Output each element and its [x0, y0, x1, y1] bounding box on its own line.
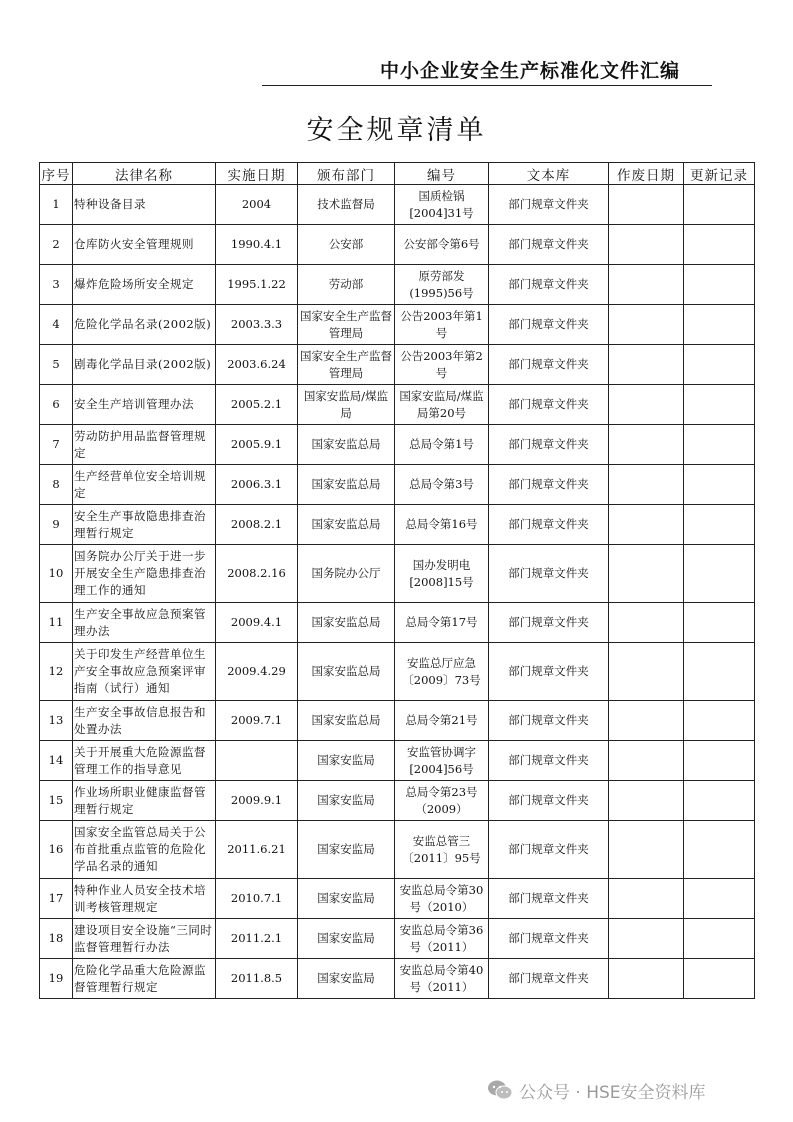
text-library-cell: 部门规章文件夹	[489, 505, 609, 545]
document-number-cell: 安监总局令第40号（2011）	[395, 959, 489, 999]
law-name-cell: 生产安全事故信息报告和处置办法	[73, 701, 216, 741]
update-log-cell	[684, 701, 755, 741]
update-log-cell	[684, 741, 755, 781]
document-number-cell: 原劳部发(1995)56号	[395, 265, 489, 305]
effective-date-cell: 2006.3.1	[216, 465, 298, 505]
effective-date-cell: 2003.3.3	[216, 305, 298, 345]
void-date-cell	[609, 781, 684, 821]
document-number-cell: 安监总局令第30号（2010）	[395, 879, 489, 919]
document-number-cell: 总局令第23号（2009）	[395, 781, 489, 821]
row-number-cell: 5	[40, 345, 73, 385]
table-row	[40, 345, 755, 385]
effective-date-cell: 1995.1.22	[216, 265, 298, 305]
effective-date-cell: 2010.7.1	[216, 879, 298, 919]
update-log-cell	[684, 345, 755, 385]
void-date-cell	[609, 643, 684, 701]
issuing-department-cell: 国家安监总局	[298, 603, 395, 643]
row-number-cell: 16	[40, 821, 73, 879]
text-library-cell: 部门规章文件夹	[489, 345, 609, 385]
text-library-cell: 部门规章文件夹	[489, 701, 609, 741]
table-row	[40, 643, 755, 701]
table-row	[40, 959, 755, 999]
void-date-cell	[609, 821, 684, 879]
update-log-cell	[684, 919, 755, 959]
void-date-cell	[609, 425, 684, 465]
issuing-department-cell: 国家安监局	[298, 919, 395, 959]
update-log-cell	[684, 603, 755, 643]
effective-date-cell: 2011.6.21	[216, 821, 298, 879]
void-date-cell	[609, 185, 684, 225]
update-log-cell	[684, 425, 755, 465]
void-date-cell	[609, 345, 684, 385]
issuing-department-cell: 技术监督局	[298, 185, 395, 225]
row-number-cell: 15	[40, 781, 73, 821]
text-library-cell: 部门规章文件夹	[489, 465, 609, 505]
law-name-cell: 特种作业人员安全技术培训考核管理规定	[73, 879, 216, 919]
row-number-cell: 13	[40, 701, 73, 741]
void-date-cell	[609, 305, 684, 345]
effective-date-cell	[216, 741, 298, 781]
issuing-department-cell: 国家安全生产监督管理局	[298, 305, 395, 345]
regulations-table	[39, 162, 755, 999]
document-number-cell: 总局令第16号	[395, 505, 489, 545]
law-name-cell: 生产经营单位安全培训规定	[73, 465, 216, 505]
document-number-cell: 公告2003年第1号	[395, 305, 489, 345]
table-row	[40, 603, 755, 643]
document-number-cell: 安监总厅应急〔2009〕73号	[395, 643, 489, 701]
law-name-cell: 生产安全事故应急预案管理办法	[73, 603, 216, 643]
update-log-cell	[684, 545, 755, 603]
row-number-cell: 6	[40, 385, 73, 425]
text-library-cell: 部门规章文件夹	[489, 959, 609, 999]
void-date-cell	[609, 919, 684, 959]
text-library-cell: 部门规章文件夹	[489, 265, 609, 305]
text-library-cell: 部门规章文件夹	[489, 643, 609, 701]
effective-date-cell: 2011.2.1	[216, 919, 298, 959]
update-log-cell	[684, 879, 755, 919]
document-number-cell: 国质检锅[2004]31号	[395, 185, 489, 225]
void-date-cell	[609, 959, 684, 999]
text-library-cell: 部门规章文件夹	[489, 603, 609, 643]
row-number-cell: 17	[40, 879, 73, 919]
law-name-cell: 仓库防火安全管理规则	[73, 225, 216, 265]
document-number-cell: 公安部令第6号	[395, 225, 489, 265]
issuing-department-cell: 国家安监局	[298, 959, 395, 999]
issuing-department-cell: 国家安监局	[298, 821, 395, 879]
table-row	[40, 741, 755, 781]
law-name-cell: 关于开展重大危险源监督管理工作的指导意见	[73, 741, 216, 781]
watermark	[487, 1078, 706, 1102]
document-title: 安全规章清单	[306, 115, 487, 146]
effective-date-cell: 2009.7.1	[216, 701, 298, 741]
column-header-code: 编号	[395, 163, 489, 185]
effective-date-cell: 2004	[216, 185, 298, 225]
effective-date-cell: 2008.2.1	[216, 505, 298, 545]
law-name-cell: 爆炸危险场所安全规定	[73, 265, 216, 305]
column-header-name: 法律名称	[73, 163, 216, 185]
text-library-cell: 部门规章文件夹	[489, 741, 609, 781]
column-header-date: 实施日期	[216, 163, 298, 185]
text-library-cell: 部门规章文件夹	[489, 821, 609, 879]
law-name-cell: 剧毒化学品目录(2002版)	[73, 345, 216, 385]
issuing-department-cell: 国家安监总局	[298, 701, 395, 741]
table-row	[40, 821, 755, 879]
void-date-cell	[609, 505, 684, 545]
text-library-cell: 部门规章文件夹	[489, 225, 609, 265]
document-number-cell: 国家安监局/煤监局第20号	[395, 385, 489, 425]
issuing-department-cell: 国家安监局	[298, 781, 395, 821]
text-library-cell: 部门规章文件夹	[489, 185, 609, 225]
header-title: 中小企业安全生产标准化文件汇编	[380, 60, 681, 82]
table-row	[40, 465, 755, 505]
row-number-cell: 11	[40, 603, 73, 643]
table-row	[40, 265, 755, 305]
issuing-department-cell: 国家安监局	[298, 741, 395, 781]
issuing-department-cell: 国务院办公厅	[298, 545, 395, 603]
table-header-row	[40, 163, 755, 185]
law-name-cell: 劳动防护用品监督管理规定	[73, 425, 216, 465]
text-library-cell: 部门规章文件夹	[489, 879, 609, 919]
law-name-cell: 危险化学品名录(2002版)	[73, 305, 216, 345]
table-row	[40, 305, 755, 345]
effective-date-cell: 2009.4.1	[216, 603, 298, 643]
update-log-cell	[684, 781, 755, 821]
issuing-department-cell: 国家安监总局	[298, 465, 395, 505]
row-number-cell: 4	[40, 305, 73, 345]
void-date-cell	[609, 741, 684, 781]
law-name-cell: 关于印发生产经营单位生产安全事故应急预案评审指南（试行）通知	[73, 643, 216, 701]
text-library-cell: 部门规章文件夹	[489, 385, 609, 425]
update-log-cell	[684, 385, 755, 425]
update-log-cell	[684, 465, 755, 505]
update-log-cell	[684, 505, 755, 545]
column-header-dept: 颁布部门	[298, 163, 395, 185]
row-number-cell: 2	[40, 225, 73, 265]
column-header-no: 序号	[40, 163, 73, 185]
text-library-cell: 部门规章文件夹	[489, 919, 609, 959]
effective-date-cell: 2008.2.16	[216, 545, 298, 603]
effective-date-cell: 2005.9.1	[216, 425, 298, 465]
row-number-cell: 7	[40, 425, 73, 465]
update-log-cell	[684, 305, 755, 345]
update-log-cell	[684, 643, 755, 701]
issuing-department-cell: 国家安监总局	[298, 425, 395, 465]
row-number-cell: 8	[40, 465, 73, 505]
effective-date-cell: 2011.8.5	[216, 959, 298, 999]
wechat-icon	[487, 1079, 513, 1101]
void-date-cell	[609, 465, 684, 505]
table-row	[40, 919, 755, 959]
document-number-cell: 安监管协调字[2004]56号	[395, 741, 489, 781]
table-row	[40, 879, 755, 919]
table-row	[40, 185, 755, 225]
law-name-cell: 安全生产事故隐患排查治理暂行规定	[73, 505, 216, 545]
law-name-cell: 作业场所职业健康监督管理暂行规定	[73, 781, 216, 821]
effective-date-cell: 2005.2.1	[216, 385, 298, 425]
effective-date-cell: 2003.6.24	[216, 345, 298, 385]
table-row	[40, 545, 755, 603]
void-date-cell	[609, 225, 684, 265]
text-library-cell: 部门规章文件夹	[489, 781, 609, 821]
effective-date-cell: 1990.4.1	[216, 225, 298, 265]
column-header-library: 文本库	[489, 163, 609, 185]
row-number-cell: 19	[40, 959, 73, 999]
row-number-cell: 1	[40, 185, 73, 225]
issuing-department-cell: 国家安监总局	[298, 505, 395, 545]
update-log-cell	[684, 265, 755, 305]
void-date-cell	[609, 701, 684, 741]
document-number-cell: 总局令第17号	[395, 603, 489, 643]
law-name-cell: 国家安全监管总局关于公布首批重点监管的危险化学品名录的通知	[73, 821, 216, 879]
document-number-cell: 安监总管三〔2011〕95号	[395, 821, 489, 879]
row-number-cell: 14	[40, 741, 73, 781]
table-row	[40, 781, 755, 821]
law-name-cell: 国务院办公厅关于进一步开展安全生产隐患排查治理工作的通知	[73, 545, 216, 603]
void-date-cell	[609, 385, 684, 425]
update-log-cell	[684, 821, 755, 879]
table-row	[40, 505, 755, 545]
update-log-cell	[684, 959, 755, 999]
law-name-cell: 危险化学品重大危险源监督管理暂行规定	[73, 959, 216, 999]
row-number-cell: 12	[40, 643, 73, 701]
issuing-department-cell: 国家安监局/煤监局	[298, 385, 395, 425]
header-divider	[262, 85, 712, 86]
issuing-department-cell: 公安部	[298, 225, 395, 265]
table-row	[40, 225, 755, 265]
table-row	[40, 425, 755, 465]
table-row	[40, 701, 755, 741]
document-number-cell: 安监总局令第36号（2011）	[395, 919, 489, 959]
void-date-cell	[609, 265, 684, 305]
row-number-cell: 3	[40, 265, 73, 305]
effective-date-cell: 2009.9.1	[216, 781, 298, 821]
column-header-void-date: 作废日期	[609, 163, 684, 185]
document-number-cell: 国办发明电[2008]15号	[395, 545, 489, 603]
issuing-department-cell: 国家安监总局	[298, 643, 395, 701]
table-row	[40, 385, 755, 425]
row-number-cell: 10	[40, 545, 73, 603]
row-number-cell: 18	[40, 919, 73, 959]
issuing-department-cell: 国家安监局	[298, 879, 395, 919]
document-number-cell: 总局令第1号	[395, 425, 489, 465]
void-date-cell	[609, 603, 684, 643]
text-library-cell: 部门规章文件夹	[489, 545, 609, 603]
void-date-cell	[609, 879, 684, 919]
law-name-cell: 特种设备目录	[73, 185, 216, 225]
document-number-cell: 总局令第21号	[395, 701, 489, 741]
text-library-cell: 部门规章文件夹	[489, 425, 609, 465]
void-date-cell	[609, 545, 684, 603]
document-number-cell: 总局令第3号	[395, 465, 489, 505]
update-log-cell	[684, 225, 755, 265]
law-name-cell: 建设项目安全设施“三同时监督管理暂行办法	[73, 919, 216, 959]
law-name-cell: 安全生产培训管理办法	[73, 385, 216, 425]
text-library-cell: 部门规章文件夹	[489, 305, 609, 345]
update-log-cell	[684, 185, 755, 225]
column-header-update-log: 更新记录	[684, 163, 755, 185]
row-number-cell: 9	[40, 505, 73, 545]
watermark-text: 公众号 · HSE安全资料库	[519, 1082, 706, 1103]
issuing-department-cell: 劳动部	[298, 265, 395, 305]
issuing-department-cell: 国家安全生产监督管理局	[298, 345, 395, 385]
document-number-cell: 公告2003年第2号	[395, 345, 489, 385]
effective-date-cell: 2009.4.29	[216, 643, 298, 701]
